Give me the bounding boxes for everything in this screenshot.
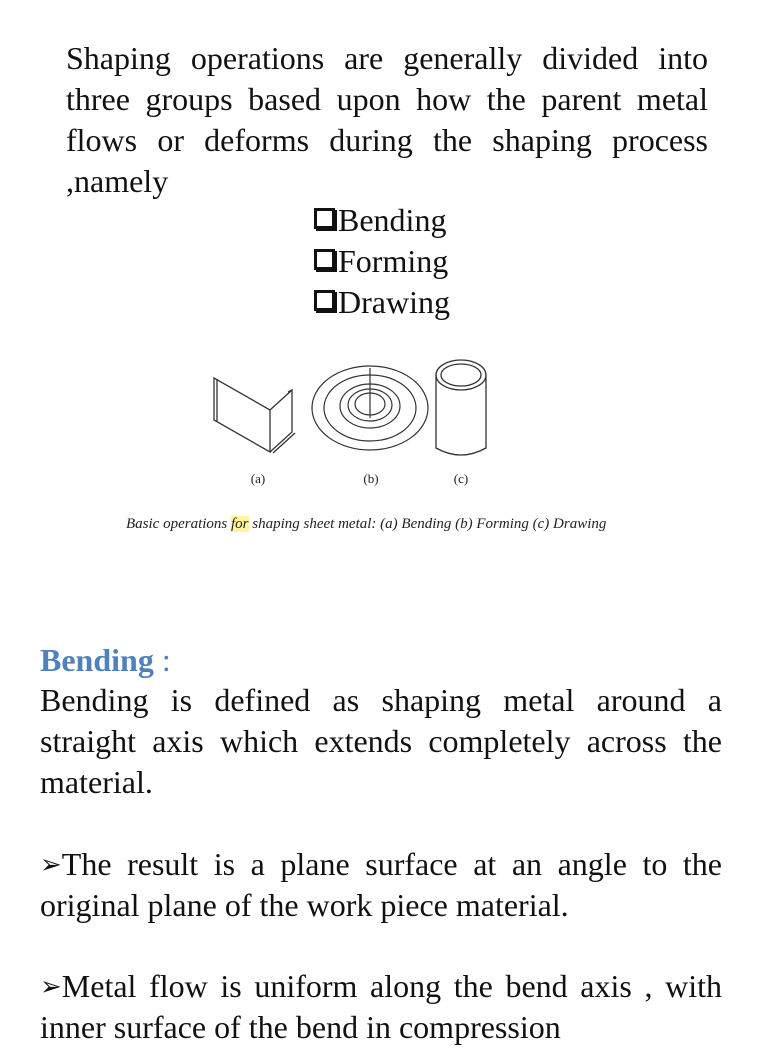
operation-groups-list	[314, 200, 450, 323]
bent-plate-illustration	[214, 378, 295, 453]
arrow-bullet-icon: ➢	[40, 850, 62, 879]
section-heading	[40, 640, 171, 681]
list-item-bending	[314, 200, 450, 241]
caption-text: shaping sheet metal: (a) Bending (b) Forming (c) Drawing	[248, 516, 607, 532]
list-item-drawing	[314, 282, 450, 323]
heading-term: Bending	[40, 642, 154, 678]
intro-paragraph: Shaping operations are generally divided into three groups based upon how the parent metal flows or deforms during the shaping process ,namely	[66, 40, 708, 199]
checkbox-icon	[314, 208, 335, 229]
list-item-forming	[314, 241, 450, 282]
figure-label-b: (b)	[363, 471, 379, 486]
drawn-cup-illustration	[436, 360, 486, 455]
bullet-paragraph	[40, 966, 722, 1048]
list-item-label: Forming	[338, 243, 449, 279]
caption-text: Basic operations	[126, 516, 231, 532]
list-item-label: Bending	[338, 202, 447, 238]
figure-label-a: (a)	[250, 471, 266, 486]
definition-paragraph: Bending is defined as shaping metal around a straight axis which extends completely across the material.	[40, 682, 722, 800]
figure-label-c: (c)	[453, 471, 469, 486]
caption-highlight: for	[231, 516, 249, 532]
figure-caption	[126, 516, 606, 533]
bullet-text: The result is a plane surface at an angle to the original plane of the work piece material.	[40, 846, 722, 923]
bullet-paragraph	[40, 844, 722, 926]
list-item-label: Drawing	[338, 284, 450, 320]
heading-colon: :	[153, 642, 171, 678]
bullet-text: Metal flow is uniform along the bend axis , with inner surface of the bend in compression	[40, 968, 722, 1045]
formed-dish-illustration	[312, 366, 428, 450]
sheet-metal-figure	[200, 350, 500, 500]
checkbox-icon	[314, 290, 335, 311]
arrow-bullet-icon: ➢	[40, 972, 62, 1001]
checkbox-icon	[314, 249, 335, 270]
